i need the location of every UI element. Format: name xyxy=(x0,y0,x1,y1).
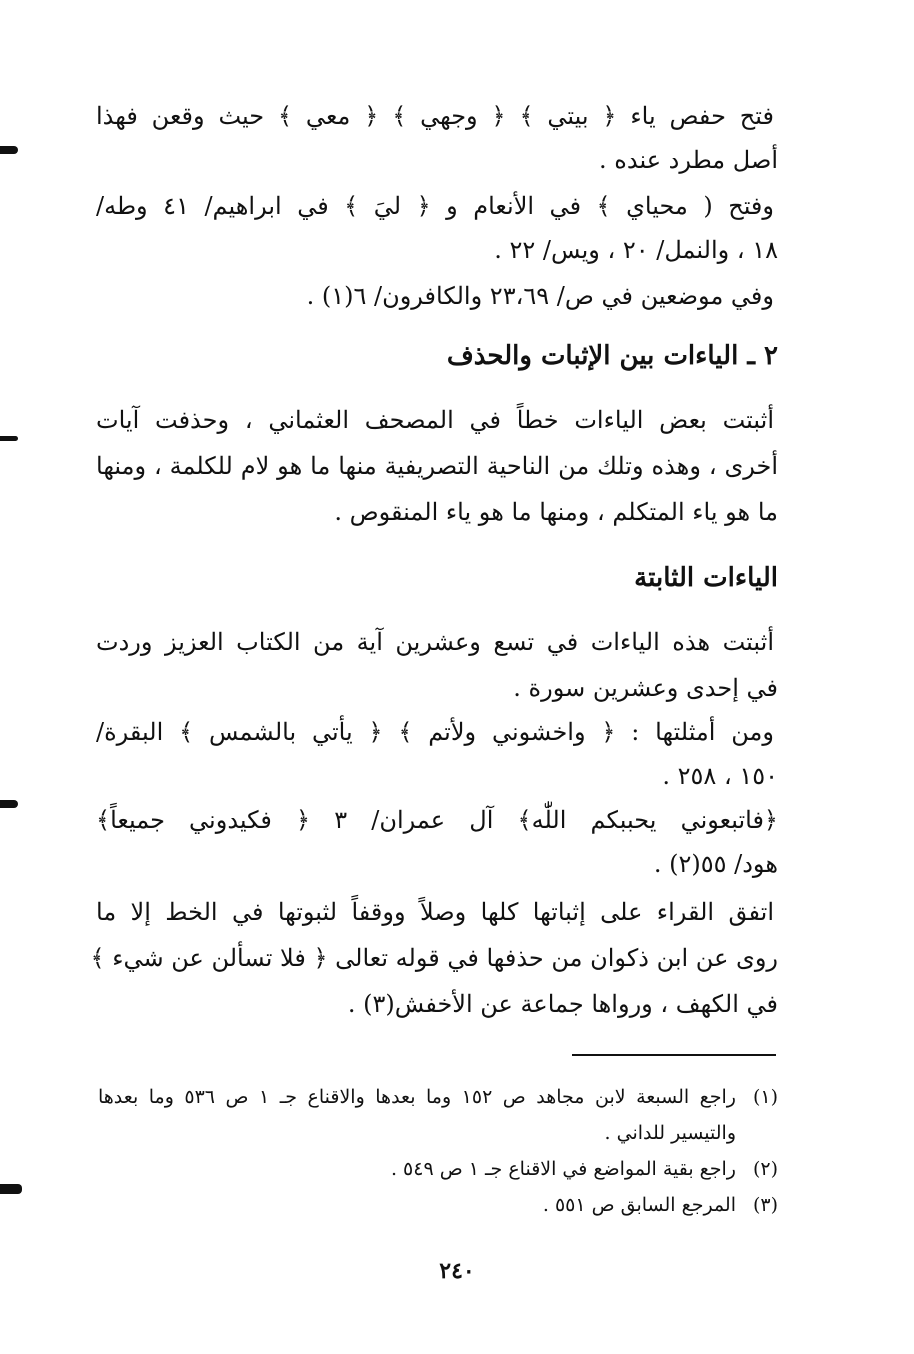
text-line: ما هو ياء المتكلم ، ومنها ما هو ياء المنقوص . xyxy=(334,498,778,526)
footnote-text: المرجع السابق ص ٥٥١ . xyxy=(542,1194,736,1216)
text-line: وفتح ( محياي ﴾ في الأنعام و ﴿ ليَ ﴾ في ابراهيم/ ٤١ وطه/ xyxy=(96,192,774,220)
text-line: أخرى ، وهذه وتلك من الناحية التصريفية منها ما هو لام للكلمة ، ومنها xyxy=(96,452,778,480)
text-line: في إحدى وعشرين سورة . xyxy=(513,674,778,702)
text-line: في الكهف ، ورواها جماعة عن الأخفش(٣) . xyxy=(347,990,778,1018)
sub-heading: الياءات الثابتة xyxy=(634,563,778,593)
page-number: ٢٤٠ xyxy=(439,1258,475,1284)
binding-mark xyxy=(0,1184,22,1194)
text-line: أصل مطرد عنده . xyxy=(599,146,778,174)
text-line: ﴿فاتبعوني يحببكم اللّٰه﴾ آل عمران/ ٣ ﴿ فكيدوني جميعاً﴾ xyxy=(96,806,778,834)
footnote-number: (١) xyxy=(752,1086,778,1108)
text-line: ١٨ ، والنمل/ ٢٠ ، ويس/ ٢٢ . xyxy=(494,236,778,264)
text-line: أثبتت هذه الياءات في تسع وعشرين آية من الكتاب العزيز وردت xyxy=(96,628,774,656)
binding-mark xyxy=(0,146,18,154)
text-line: وفي موضعين في ص/ ٢٣،٦٩ والكافرون/ ٦(١) . xyxy=(306,282,774,310)
section-heading: ٢ ـ الياءات بين الإثبات والحذف xyxy=(446,341,778,371)
text-line: اتفق القراء على إثباتها كلها وصلاً ووقفاً لثبوتها في الخط إلا ما xyxy=(96,898,774,926)
text-line: هود/ ٥٥(٢) . xyxy=(653,850,778,878)
footnote-text: راجع بقية المواضع في الاقناع جـ ١ ص ٥٤٩ . xyxy=(390,1158,736,1180)
binding-mark xyxy=(0,436,18,441)
footnote-number: (٣) xyxy=(752,1194,778,1216)
footnote-separator xyxy=(572,1054,776,1056)
binding-mark xyxy=(0,800,18,808)
footnote-text: والتيسير للداني . xyxy=(604,1122,736,1144)
text-line: ١٥٠ ، ٢٥٨ . xyxy=(662,762,778,790)
footnote-text: راجع السبعة لابن مجاهد ص ١٥٢ وما بعدها والاقناع جـ ١ ص ٥٣٦ وما بعدها xyxy=(98,1086,736,1108)
text-line: أثبتت بعض الياءات خطاً في المصحف العثماني ، وحذفت آيات xyxy=(96,406,774,434)
text-line: روى عن ابن ذكوان من حذفها في قوله تعالى ﴿ فلا تسألن عن شيء ﴾ xyxy=(90,944,778,972)
text-line: فتح حفص ياء ﴿ بيتي ﴾ ﴿ وجهي ﴾ ﴿ معي ﴾ حيث وقعن فهذا xyxy=(96,102,774,130)
footnote-number: (٢) xyxy=(752,1158,778,1180)
text-line: ومن أمثلتها : ﴿ واخشوني ولأتم ﴾ ﴿ يأتي بالشمس ﴾ البقرة/ xyxy=(96,718,774,746)
